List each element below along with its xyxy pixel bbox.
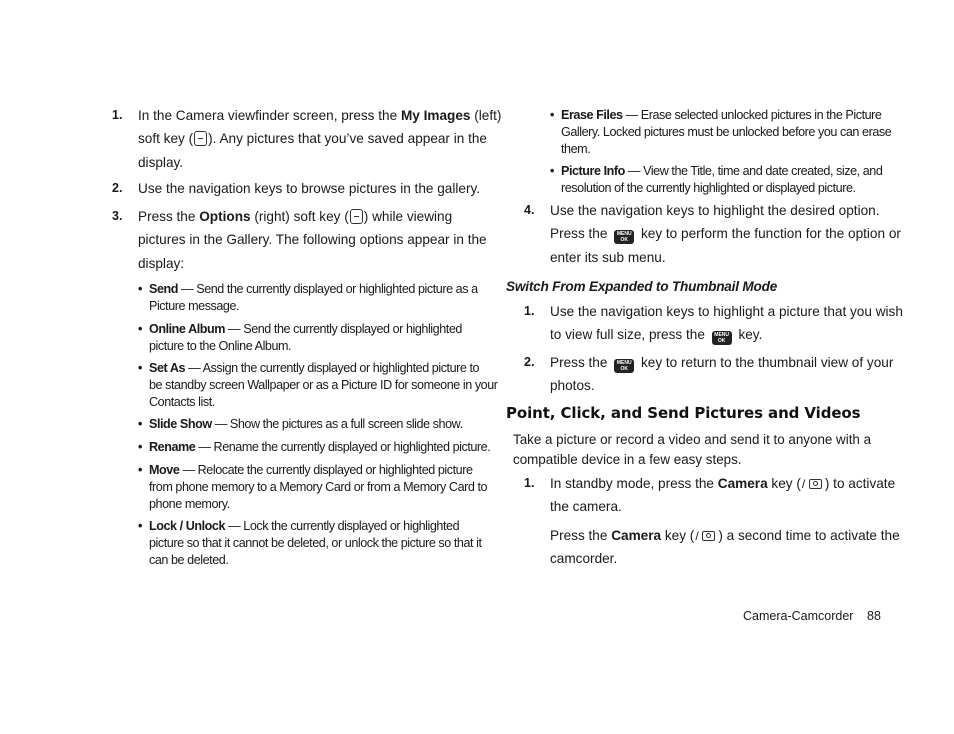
footer-label: Camera-Camcorder — [743, 609, 854, 623]
menu-ok-key-icon: MENU OK — [614, 230, 634, 244]
page-number: 88 — [867, 609, 881, 623]
left-soft-key-icon — [194, 131, 207, 146]
section-paragraph: Take a picture or record a video and send it to anyone with a compatible device in a few easy steps. — [513, 432, 872, 467]
subheading-switch-mode: Switch From Expanded to Thumbnail Mode — [506, 279, 778, 294]
step-number: 1. — [524, 476, 535, 490]
right-soft-key-icon — [350, 209, 363, 224]
my-images-label: My Images — [400, 108, 471, 123]
step-number: 1. — [524, 304, 535, 318]
step-number: 3. — [112, 209, 123, 223]
camera-key-icon: / — [695, 529, 717, 543]
step-number: 2. — [524, 355, 535, 369]
step-number: 1. — [112, 108, 123, 122]
step-number: 2. — [112, 181, 123, 195]
section-title: Point, Click, and Send Pictures and Videos — [506, 404, 861, 422]
menu-ok-key-icon: MENU OK — [712, 331, 732, 345]
camera-key-icon: / — [802, 477, 824, 491]
options-label: Options — [199, 209, 251, 224]
menu-ok-key-icon: MENU OK — [614, 359, 634, 373]
step-number: 4. — [524, 203, 535, 217]
